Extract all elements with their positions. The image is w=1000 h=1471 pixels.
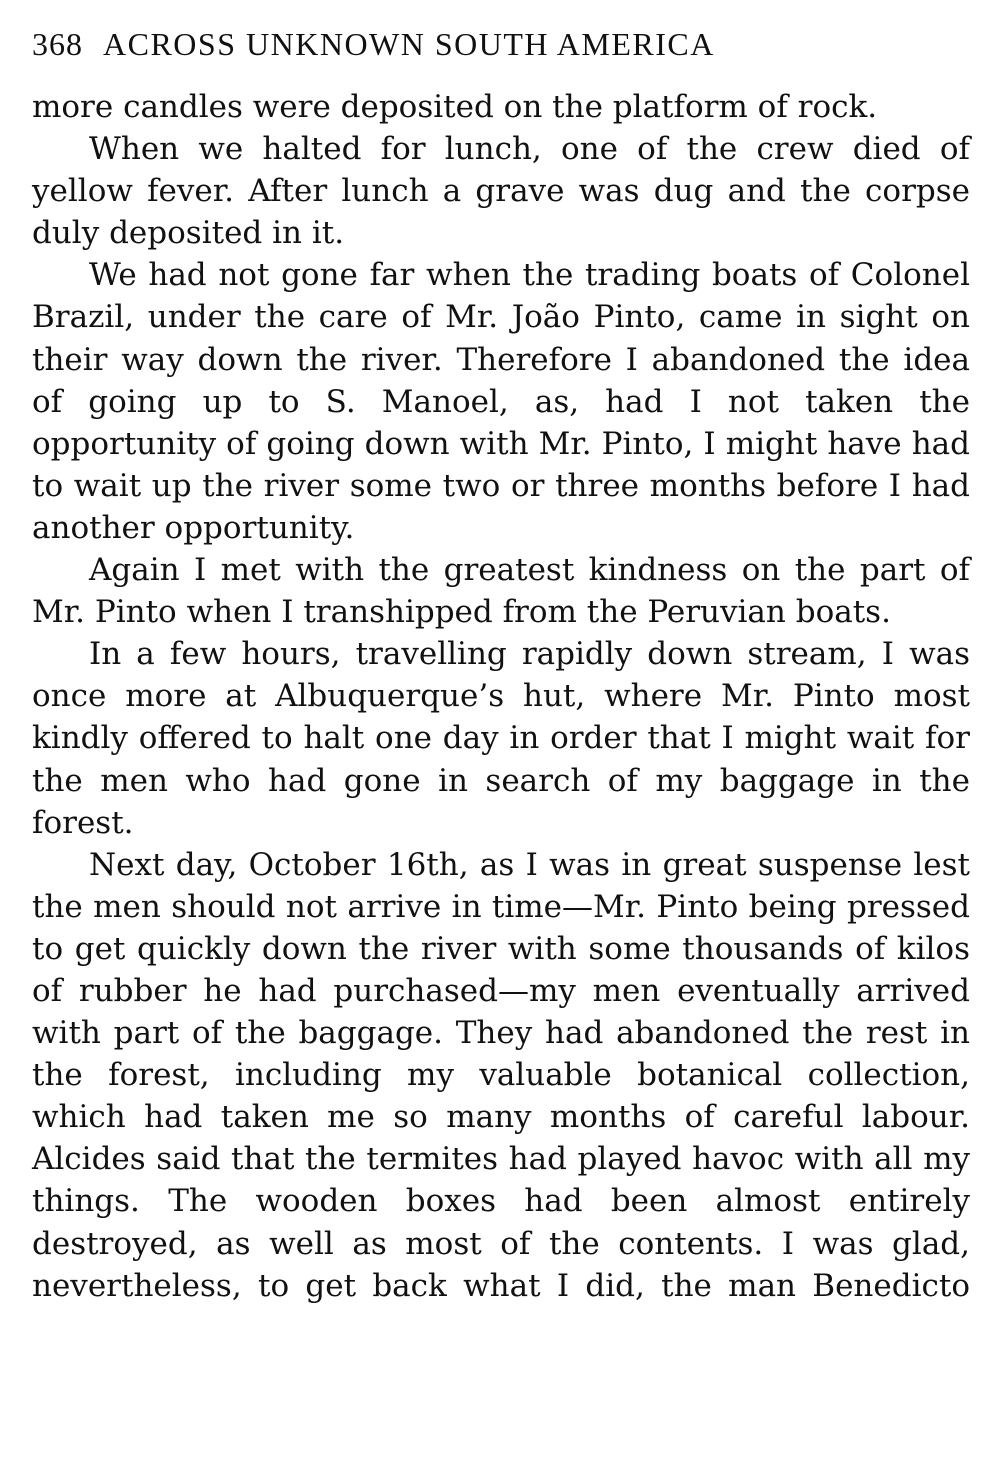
- paragraph-lunch: When we halted for lunch, one of the crew died of yellow fever. After lunch a grave was dug and the corpse duly deposited in it.: [32, 131, 970, 252]
- paragraph-kindness: Again I met with the greatest kindness on the part of Mr. Pinto when I transhipped from the Peruvian boats.: [32, 552, 970, 631]
- paragraph-october-16th: Next day, October 16th, as I was in great suspense lest the men should not arrive in time—Mr. Pinto being pressed to get quickly down the river with some thousands of kilos of rubber he had purchased—my men eventually arrived with part of the baggage. They had abandoned the rest in the forest, including my valuable botanical collection, which had taken me so many months of careful labour. Alcides said that the termites had played havoc with all my things. The wooden boxes had been almost entirely destroyed, as well as most of the contents. I was glad, nevertheless, to get back what I did, the man Benedicto: [32, 846, 970, 1304]
- running-head: [32, 26, 970, 86]
- running-title: ACROSS UNKNOWN SOUTH AMERICA: [103, 26, 715, 62]
- page-number: 368: [32, 26, 83, 62]
- book-page: [32, 26, 970, 1307]
- body-text: [32, 86, 970, 1307]
- paragraph-continued: more candles were deposited on the platform of rock.: [32, 89, 878, 125]
- paragraph-trading-boats: We had not gone far when the trading boats of Colonel Brazil, under the care of Mr. João Pinto, came in sight on their way down the river. Therefore I abandoned the idea of going up to S. Manoel, as, had I not taken the opportunity of going down with Mr. Pinto, I might have had to wait up the river some two or three months before I had another opportunity.: [32, 257, 970, 546]
- paragraph-albuquerque-hut: In a few hours, travelling rapidly down stream, I was once more at Albuquerque’s hut, where Mr. Pinto most kindly offered to halt one day in order that I might wait for the men who had gone in search of my baggage in the forest.: [32, 636, 970, 841]
